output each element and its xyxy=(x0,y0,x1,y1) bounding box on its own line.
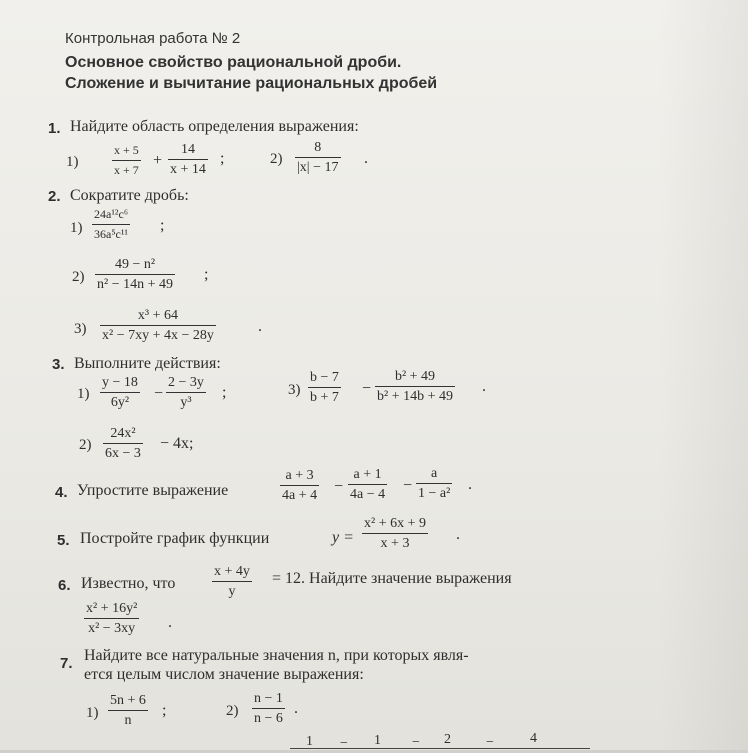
task2-item2-end: ; xyxy=(204,266,209,283)
task4-end: . xyxy=(468,476,472,493)
task7-item1-label: 1) xyxy=(86,705,99,721)
task4-fraction3 xyxy=(416,465,452,502)
denominator: n xyxy=(124,713,132,728)
task5-number: 5. xyxy=(57,532,70,549)
task6-number: 6. xyxy=(58,577,71,594)
numerator: 14 xyxy=(180,142,195,157)
task6-rest: = 12. Найдите значение выражения xyxy=(272,570,512,587)
task1-item2-label: 2) xyxy=(270,151,283,167)
task1-number: 1. xyxy=(48,120,61,137)
task2-item1-fraction xyxy=(92,206,130,243)
task1-item1-end: ; xyxy=(220,150,225,167)
numerator: 49 − n² xyxy=(114,257,156,272)
task2-item2-label: 2) xyxy=(72,269,85,285)
task3-item1-fraction1 xyxy=(100,374,140,411)
task2-item3-label: 3) xyxy=(74,321,87,337)
task5-end: . xyxy=(456,526,460,543)
denominator: x + 14 xyxy=(170,162,206,177)
task7-item2-label: 2) xyxy=(226,703,239,719)
task7-item2-fraction xyxy=(252,690,285,727)
task8-fraction-bars xyxy=(290,748,590,749)
task4-number: 4. xyxy=(55,484,68,501)
denominator: 1 − a² xyxy=(418,486,451,501)
task3-item1-op: − xyxy=(154,385,164,402)
task4-text: Упростите выражение xyxy=(77,482,229,499)
numerator: x + 5 xyxy=(114,143,139,157)
numerator: b² + 49 xyxy=(394,369,436,384)
task3-text: Выполните действия: xyxy=(74,355,221,372)
task7-item1-end: ; xyxy=(162,702,167,719)
task2-item3-end: . xyxy=(258,318,262,335)
task5-equation: y = xyxy=(332,529,354,546)
task1-item2-end: . xyxy=(364,150,368,167)
task1-item1-fraction2 xyxy=(168,141,208,178)
numerator: 24a¹²c⁶ xyxy=(94,207,129,221)
numerator: a + 1 xyxy=(353,467,382,482)
numerator: x² + 6x + 9 xyxy=(364,516,426,531)
task8-op3: − xyxy=(486,735,494,750)
task1-item2-fraction xyxy=(295,139,341,176)
denominator: 4a − 4 xyxy=(350,487,386,502)
numerator: 2 − 3y xyxy=(168,375,204,390)
denominator: x² − 3xy xyxy=(88,621,136,636)
task3-item3-fraction2 xyxy=(375,368,455,405)
worksheet-title-line1: Основное свойство рациональной дроби. xyxy=(65,54,402,71)
denominator: y xyxy=(228,584,236,599)
task4-fraction2 xyxy=(348,466,387,503)
denominator: x + 7 xyxy=(114,163,139,177)
task6-condition-fraction xyxy=(212,563,252,600)
task1-item1-op: + xyxy=(153,152,163,169)
task6-expression-fraction xyxy=(84,600,139,637)
numerator: x³ + 64 xyxy=(137,308,178,323)
task3-item1-fraction2 xyxy=(166,374,206,411)
denominator: x + 3 xyxy=(380,536,410,551)
worksheet-title-line2: Сложение и вычитание рациональных дробей xyxy=(65,75,438,92)
task7-number: 7. xyxy=(60,655,73,672)
task3-number: 3. xyxy=(52,356,65,373)
task3-item3-fraction1 xyxy=(308,369,341,406)
numerator: a xyxy=(431,466,438,481)
denominator: |x| − 17 xyxy=(297,160,339,175)
task3-item3-label: 3) xyxy=(288,382,301,398)
denominator: 6x − 3 xyxy=(105,446,141,461)
task3-item3-end: . xyxy=(482,378,486,395)
task7-item1-fraction xyxy=(108,692,148,729)
denominator: y³ xyxy=(180,395,192,410)
task2-number: 2. xyxy=(48,188,61,205)
task8-op1: − xyxy=(340,736,348,751)
denominator: 6y² xyxy=(110,395,130,410)
task7-item2-end: . xyxy=(294,700,298,717)
task8-fraction2-numerator: 1 xyxy=(374,733,381,748)
task5-fraction xyxy=(362,515,428,552)
denominator: 36a⁵c¹¹ xyxy=(94,227,129,241)
denominator: b + 7 xyxy=(310,390,339,405)
numerator: x + 4y xyxy=(214,564,250,579)
task7-line1: Найдите все натуральные значения n, при которых явля- xyxy=(84,647,469,664)
denominator: n² − 14n + 49 xyxy=(97,277,173,292)
task2-item2-fraction xyxy=(95,256,175,293)
numerator: x² + 16y² xyxy=(86,601,138,616)
task6-text: Известно, что xyxy=(81,575,176,592)
task4-op2: − xyxy=(403,477,413,494)
numerator: a + 3 xyxy=(285,468,314,483)
task8-fraction4-numerator: 4 xyxy=(530,731,537,746)
denominator: b² + 14b + 49 xyxy=(377,389,453,404)
numerator: 8 xyxy=(314,140,322,155)
task8-op2: − xyxy=(412,735,420,750)
task1-text: Найдите область определения выражения: xyxy=(70,118,359,135)
numerator: n − 1 xyxy=(254,691,283,706)
task7-line2: ется целым числом значение выражения: xyxy=(84,666,364,683)
numerator: y − 18 xyxy=(102,375,138,390)
denominator: 4a + 4 xyxy=(282,488,318,503)
task5-text: Постройте график функции xyxy=(80,530,270,547)
task3-item1-label: 1) xyxy=(77,386,90,402)
numerator: b − 7 xyxy=(310,370,339,385)
task6-end: . xyxy=(168,614,172,631)
task3-item2-fraction xyxy=(103,425,143,462)
task8-fraction3-numerator: 2 xyxy=(444,732,451,747)
numerator: 5n + 6 xyxy=(110,693,146,708)
numerator: 24x² xyxy=(110,426,136,441)
denominator: x² − 7xy + 4x − 28y xyxy=(102,328,214,343)
task2-item1-end: ; xyxy=(160,217,165,234)
worksheet-subtitle: Контрольная работа № 2 xyxy=(65,30,241,47)
task4-fraction1 xyxy=(280,467,319,504)
task2-item1-label: 1) xyxy=(70,220,83,236)
task1-item1-label: 1) xyxy=(66,154,79,170)
task1-item1-fraction1 xyxy=(112,142,141,179)
task3-item1-end: ; xyxy=(222,384,227,401)
task8-fraction1-numerator: 1 xyxy=(306,734,313,749)
task2-text: Сократите дробь: xyxy=(70,187,189,204)
task3-item2-rest: − 4x; xyxy=(160,435,194,452)
task3-item3-op: − xyxy=(362,380,372,397)
task4-op1: − xyxy=(334,478,344,495)
task3-item2-label: 2) xyxy=(79,437,92,453)
task2-item3-fraction xyxy=(100,307,216,344)
denominator: n − 6 xyxy=(254,711,283,726)
